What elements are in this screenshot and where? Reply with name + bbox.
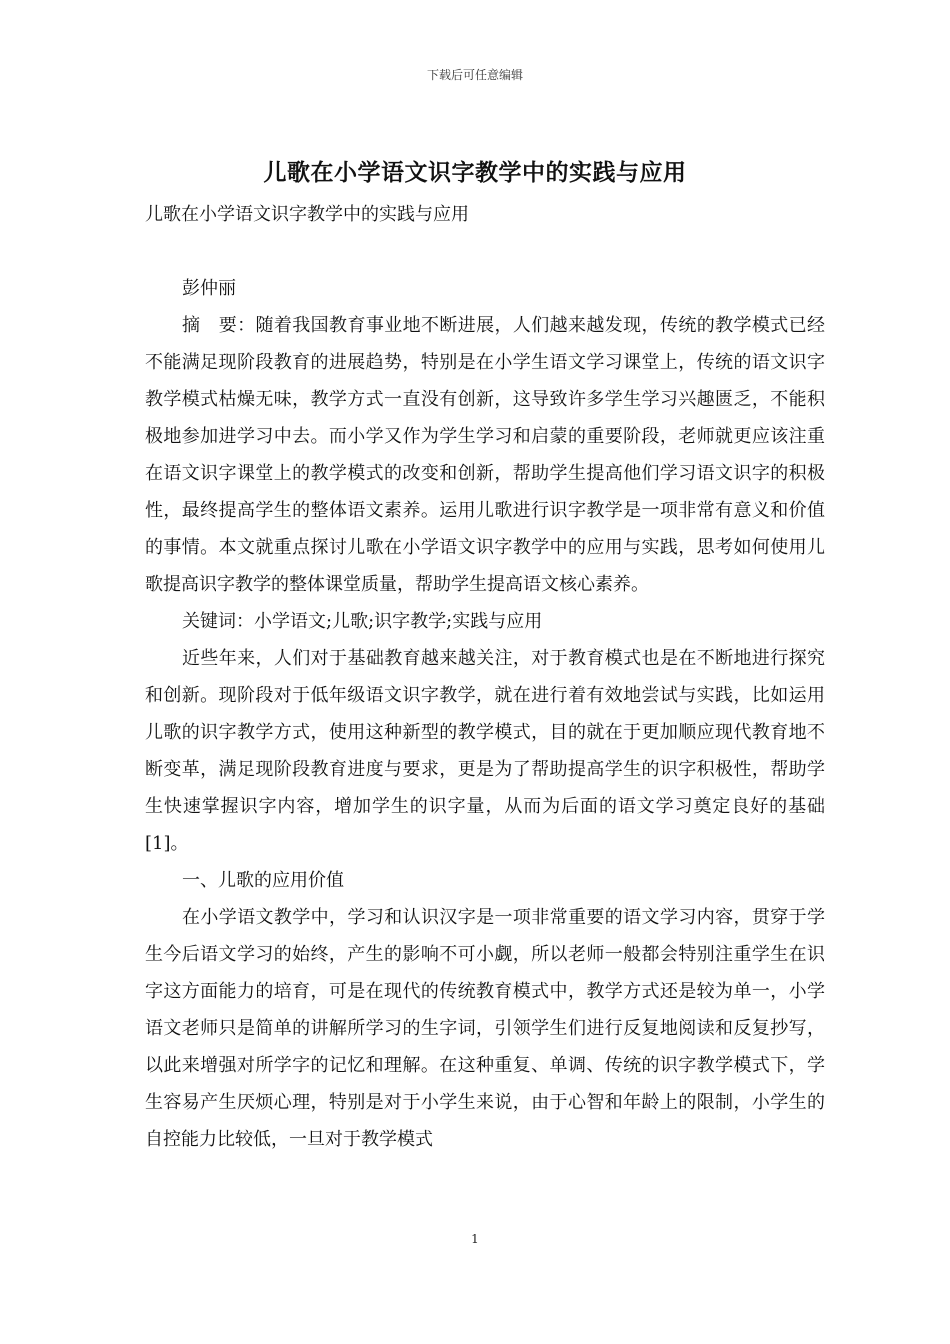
document-subtitle: 儿歌在小学语文识字教学中的实践与应用 <box>145 204 469 225</box>
intro-paragraph: 近些年来，人们对于基础教育越来越关注，对于教育模式也是在不断地进行探究和创新。现阶段对于低年级语文识字教学，就在进行着有效地尝试与实践，比如运用儿歌的识字教学方式，使用这种新型的教学模式，目的就在于更加顺应现代教育地不断变革，满足现阶段教育进度与要求，更是为了帮助提高学生的识字积极性，帮助学生快速掌握识字内容，增加学生的识字量，从而为后面的语文学习奠定良好的基础[1]。 <box>145 648 825 854</box>
page-number: 1 <box>471 1232 479 1246</box>
page-header-note: 下载后可任意编辑 <box>426 68 523 82</box>
author-name: 彭仲丽 <box>182 278 236 299</box>
section-heading: 一、儿歌的应用价值 <box>182 870 344 891</box>
abstract-paragraph: 摘 要：随着我国教育事业地不断进展，人们越来越发现，传统的教学模式已经不能满足现阶段教育的进展趋势，特别是在小学生语文学习课堂上，传统的语文识字教学模式枯燥无味，教学方式一直没有创新，这导致许多学生学习兴趣匮乏，不能积极地参加进学习中去。而小学又作为学生学习和启蒙的重要阶段，老师就更应该注重在语文识字课堂上的教学模式的改变和创新，帮助学生提高他们学习语文识字的积极性，最终提高学生的整体语文素养。运用儿歌进行识字教学是一项非常有意义和价值的事情。本文就重点探讨儿歌在小学语文识字教学中的应用与实践，思考如何使用儿歌提高识字教学的整体课堂质量，帮助学生提高语文核心素养。 <box>145 315 825 595</box>
document-title: 儿歌在小学语文识字教学中的实践与应用 <box>263 159 687 186</box>
section-paragraph: 在小学语文教学中，学习和认识汉字是一项非常重要的语文学习内容，贯穿于学生今后语文学习的始终，产生的影响不可小觑，所以老师一般都会特别注重学生在识字这方面能力的培育，可是在现代的传统教育模式中，教学方式还是较为单一，小学语文老师只是简单的讲解所学习的生字词，引领学生们进行反复地阅读和反复抄写，以此来增强对所学字的记忆和理解。在这种重复、单调、传统的识字教学模式下，学生容易产生厌烦心理，特别是对于小学生来说，由于心智和年龄上的限制，小学生的自控能力比较低，一旦对于教学模式 <box>145 907 825 1150</box>
blank-line <box>145 233 825 270</box>
document-body <box>145 196 825 1158</box>
keywords-line: 关键词：小学语文;儿歌;识字教学;实践与应用 <box>182 611 543 632</box>
